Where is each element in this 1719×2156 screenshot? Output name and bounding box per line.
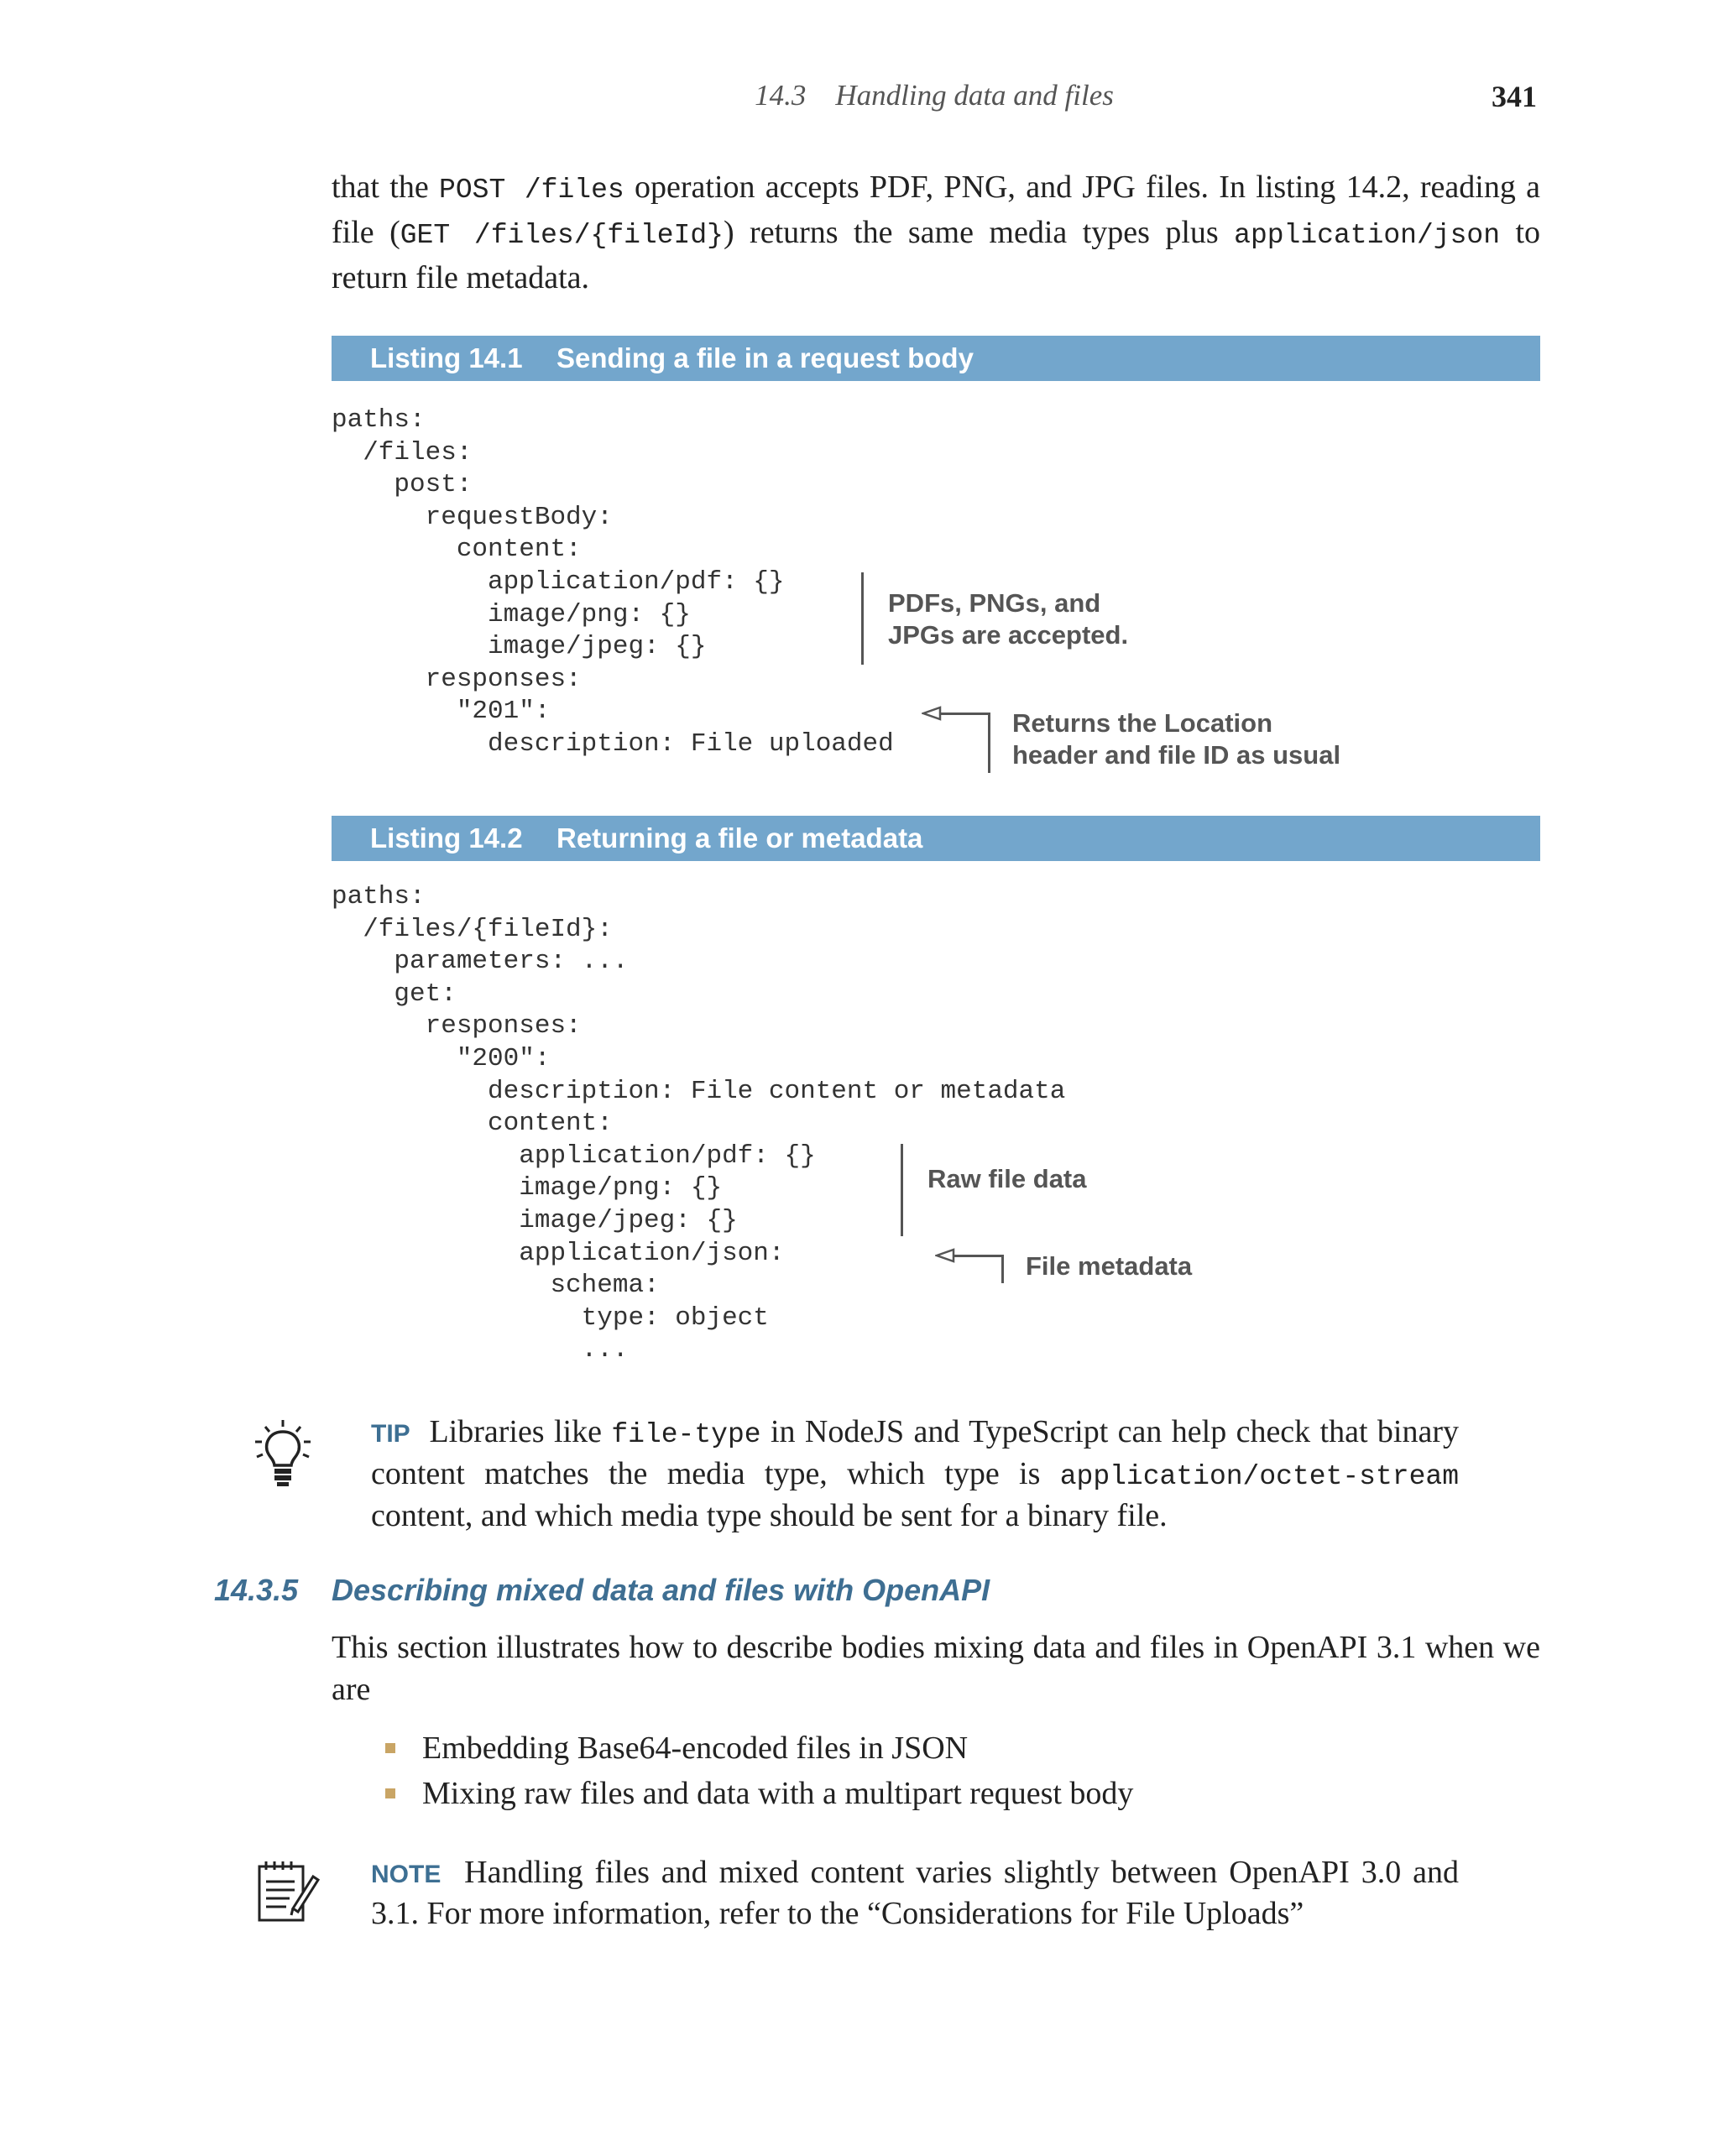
intro-code-2: GET /files/{fileId} — [400, 220, 724, 251]
lightbulb-icon — [252, 1418, 314, 1487]
list-item-text: Mixing raw files and data with a multipart request body — [422, 1776, 1134, 1811]
intro-text-4: to return file metadata. — [332, 215, 1540, 295]
listing-14-1-code: paths: /files: post: requestBody: content: application/pdf: {} image/png: {} image/jpeg: {} responses: "201": description: File uploaded — [332, 405, 894, 759]
intro-text-1: that the — [332, 170, 440, 205]
listing-title: Sending a file in a request body — [556, 342, 974, 373]
annotation-pdfs-pngs-jpgs: PDFs, PNGs, and JPGs are accepted. — [888, 588, 1129, 650]
tip-text-3: content, and which media type should be sent for a binary file. — [371, 1498, 1168, 1533]
intro-paragraph — [332, 166, 1540, 299]
annotation-bracket — [901, 1144, 903, 1236]
listing-number: Listing 14.1 — [370, 342, 523, 373]
intro-code-1: POST /files — [439, 175, 624, 206]
annotation-location-header: Returns the Location header and file ID as usual — [1012, 708, 1341, 770]
tip-code-2: application/octet-stream — [1059, 1461, 1459, 1492]
bullet-marker — [385, 1788, 395, 1798]
intro-text-2: operation accepts PDF, PNG, and JPG files. In listing 14.2, reading a file ( — [332, 170, 1541, 250]
listing-14-2-code: paths: /files/{fileId}: parameters: ... get: responses: "200": description: File content or metadata content: application/pdf: {} image/png: {} image/jpeg: {} application/json: schema: type: object ... — [332, 882, 1066, 1365]
section-paragraph: This section illustrates how to describe bodies mixing data and files in OpenAPI 3.1 when we are — [332, 1630, 1540, 1707]
annotation-bracket — [988, 713, 990, 773]
annotation-file-metadata: File metadata — [1026, 1251, 1193, 1281]
arrow-left-icon — [922, 705, 942, 722]
listing-14-2-header — [332, 816, 1540, 861]
list-item-text: Embedding Base64-encoded files in JSON — [422, 1731, 969, 1766]
page-number: 341 — [1492, 80, 1537, 113]
annotation-leader — [954, 1255, 1004, 1257]
running-head — [332, 79, 1537, 121]
section-number: 14.3.5 — [214, 1573, 299, 1607]
annotation-raw-file-data: Raw file data — [927, 1164, 1087, 1193]
tip-box — [371, 1412, 1459, 1535]
tip-code-1: file-type — [611, 1419, 761, 1450]
section-title: Describing mixed data and files with OpenAPI — [332, 1573, 990, 1607]
intro-text-3: ) returns the same media types plus — [723, 215, 1235, 250]
listing-number: Listing 14.2 — [370, 822, 523, 854]
note-label: NOTE — [371, 1861, 442, 1888]
section-heading — [214, 1573, 990, 1608]
list-item — [422, 1771, 1513, 1816]
arrow-left-icon — [935, 1247, 955, 1264]
note-text: Handling files and mixed content varies slightly between OpenAPI 3.0 and 3.1. For more information, refer to the “Considerations for File Uploads” — [371, 1855, 1459, 1931]
list-item — [422, 1725, 1513, 1771]
note-box — [371, 1853, 1459, 1933]
notepad-pencil-icon — [256, 1858, 320, 1924]
tip-text-2: in NodeJS and TypeScript can help check that binary content matches the media type, which type is — [371, 1414, 1459, 1491]
running-title: 14.3 Handling data and files — [755, 79, 1114, 112]
tip-text-1: Libraries like — [429, 1414, 612, 1449]
annotation-leader — [940, 713, 990, 715]
annotation-bracket — [1001, 1255, 1004, 1283]
bullet-marker — [385, 1743, 395, 1753]
annotation-bracket — [861, 572, 864, 665]
tip-label: TIP — [371, 1420, 410, 1448]
listing-title: Returning a file or metadata — [556, 822, 923, 854]
listing-14-1-header — [332, 336, 1540, 381]
intro-code-3: application/json — [1234, 220, 1500, 251]
